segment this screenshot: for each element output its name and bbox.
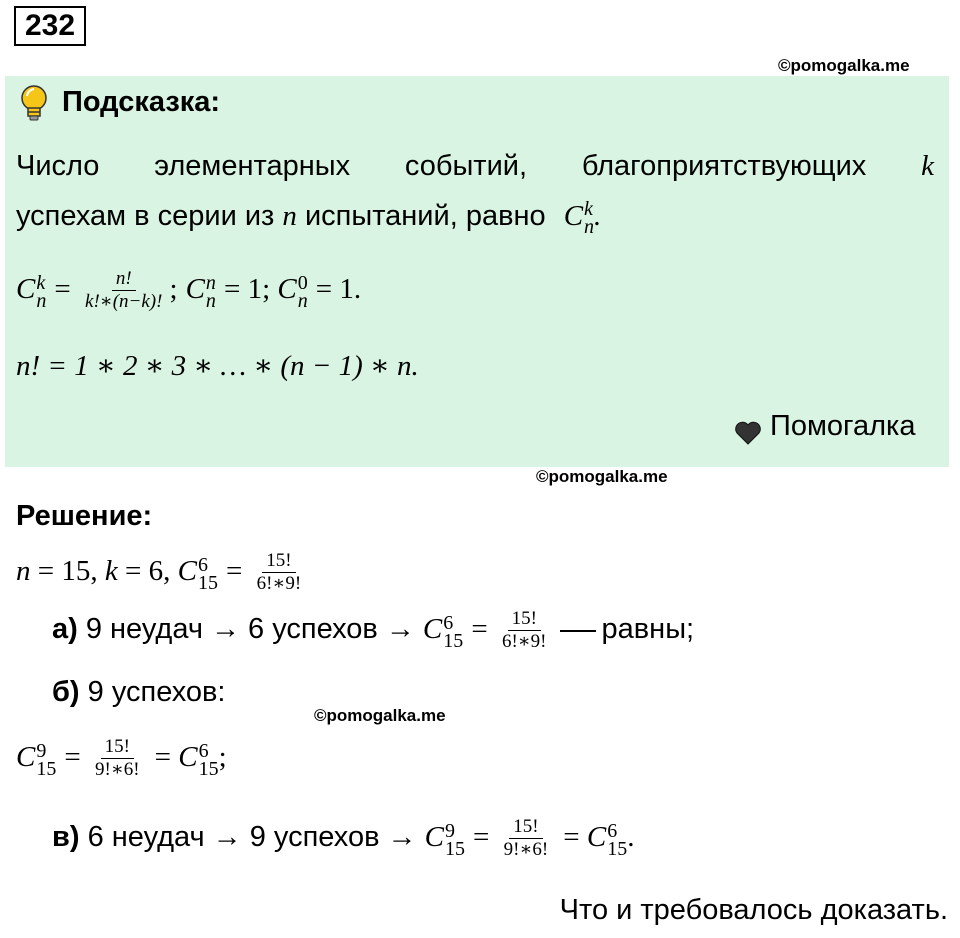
hint-word: событий, [404,150,528,182]
hint-var-n: n [282,200,297,232]
solution-part-b-formula: C 9 15 = $\frac{15!}{9!∗6!}$ = C 6 15 ; [16,736,227,780]
hint-var-k: k [921,150,934,182]
solution-part-a: а) 9 неудач → 6 успехов → C 6 15 = $\frac{15!}{6!∗9!}$ равны; [52,608,695,652]
watermark: ©pomogalka.me [314,706,446,725]
solution-part-c: в) 6 неудач → 9 успехов → C 9 15 = $\frac{15!}{9!∗6!}$ = C 6 15 . [52,816,635,860]
part-a-text: 9 неудач → 6 успехов → [85,613,415,646]
hint-word: элементарных [154,150,351,182]
formula-factorial: n! = 1 ∗ 2 ∗ 3 ∗ … ∗ (n − 1) ∗ n. [16,350,419,382]
hint-line-1 [16,150,934,183]
hint-title: Подсказка: [62,86,221,118]
task-number: 232 [14,6,86,46]
watermark: ©pomogalka.me [536,467,668,486]
conclusion: Что и требовалось доказать. [559,894,948,926]
formula-combinations: C k n = $\frac{n!}{k!∗(n-k)!}$ ; C n n = 1; C 0 n = 1. [16,268,362,312]
hint-line2-post: испытаний, равно [296,200,546,232]
part-b-text: 9 успехов: [87,676,226,708]
part-c-text: 6 неудач → 9 успехов → [87,821,417,854]
hint-line2-pre: успехам в серии из [16,200,283,232]
formula-c-n-k: C k n . [563,198,602,239]
part-b-label: б) [52,676,80,708]
lightbulb-icon [18,84,50,124]
hint-word: благоприятствующих [581,150,867,182]
part-a-label: а) [52,613,78,646]
brand-label: Помогалка [770,410,916,442]
hint-line-2 [16,198,602,239]
part-a-tail: равны; [601,613,695,646]
watermark: ©pomogalka.me [778,56,910,75]
heart-icon [734,420,762,446]
solution-part-b [52,676,225,709]
solution-title: Решение: [16,500,153,532]
solution-given: n = 15, k = 6, C 6 15 = $\frac{15!}{6!∗9!}$ [16,550,302,594]
part-c-label: в) [52,821,80,854]
hint-word: Число [16,150,100,182]
